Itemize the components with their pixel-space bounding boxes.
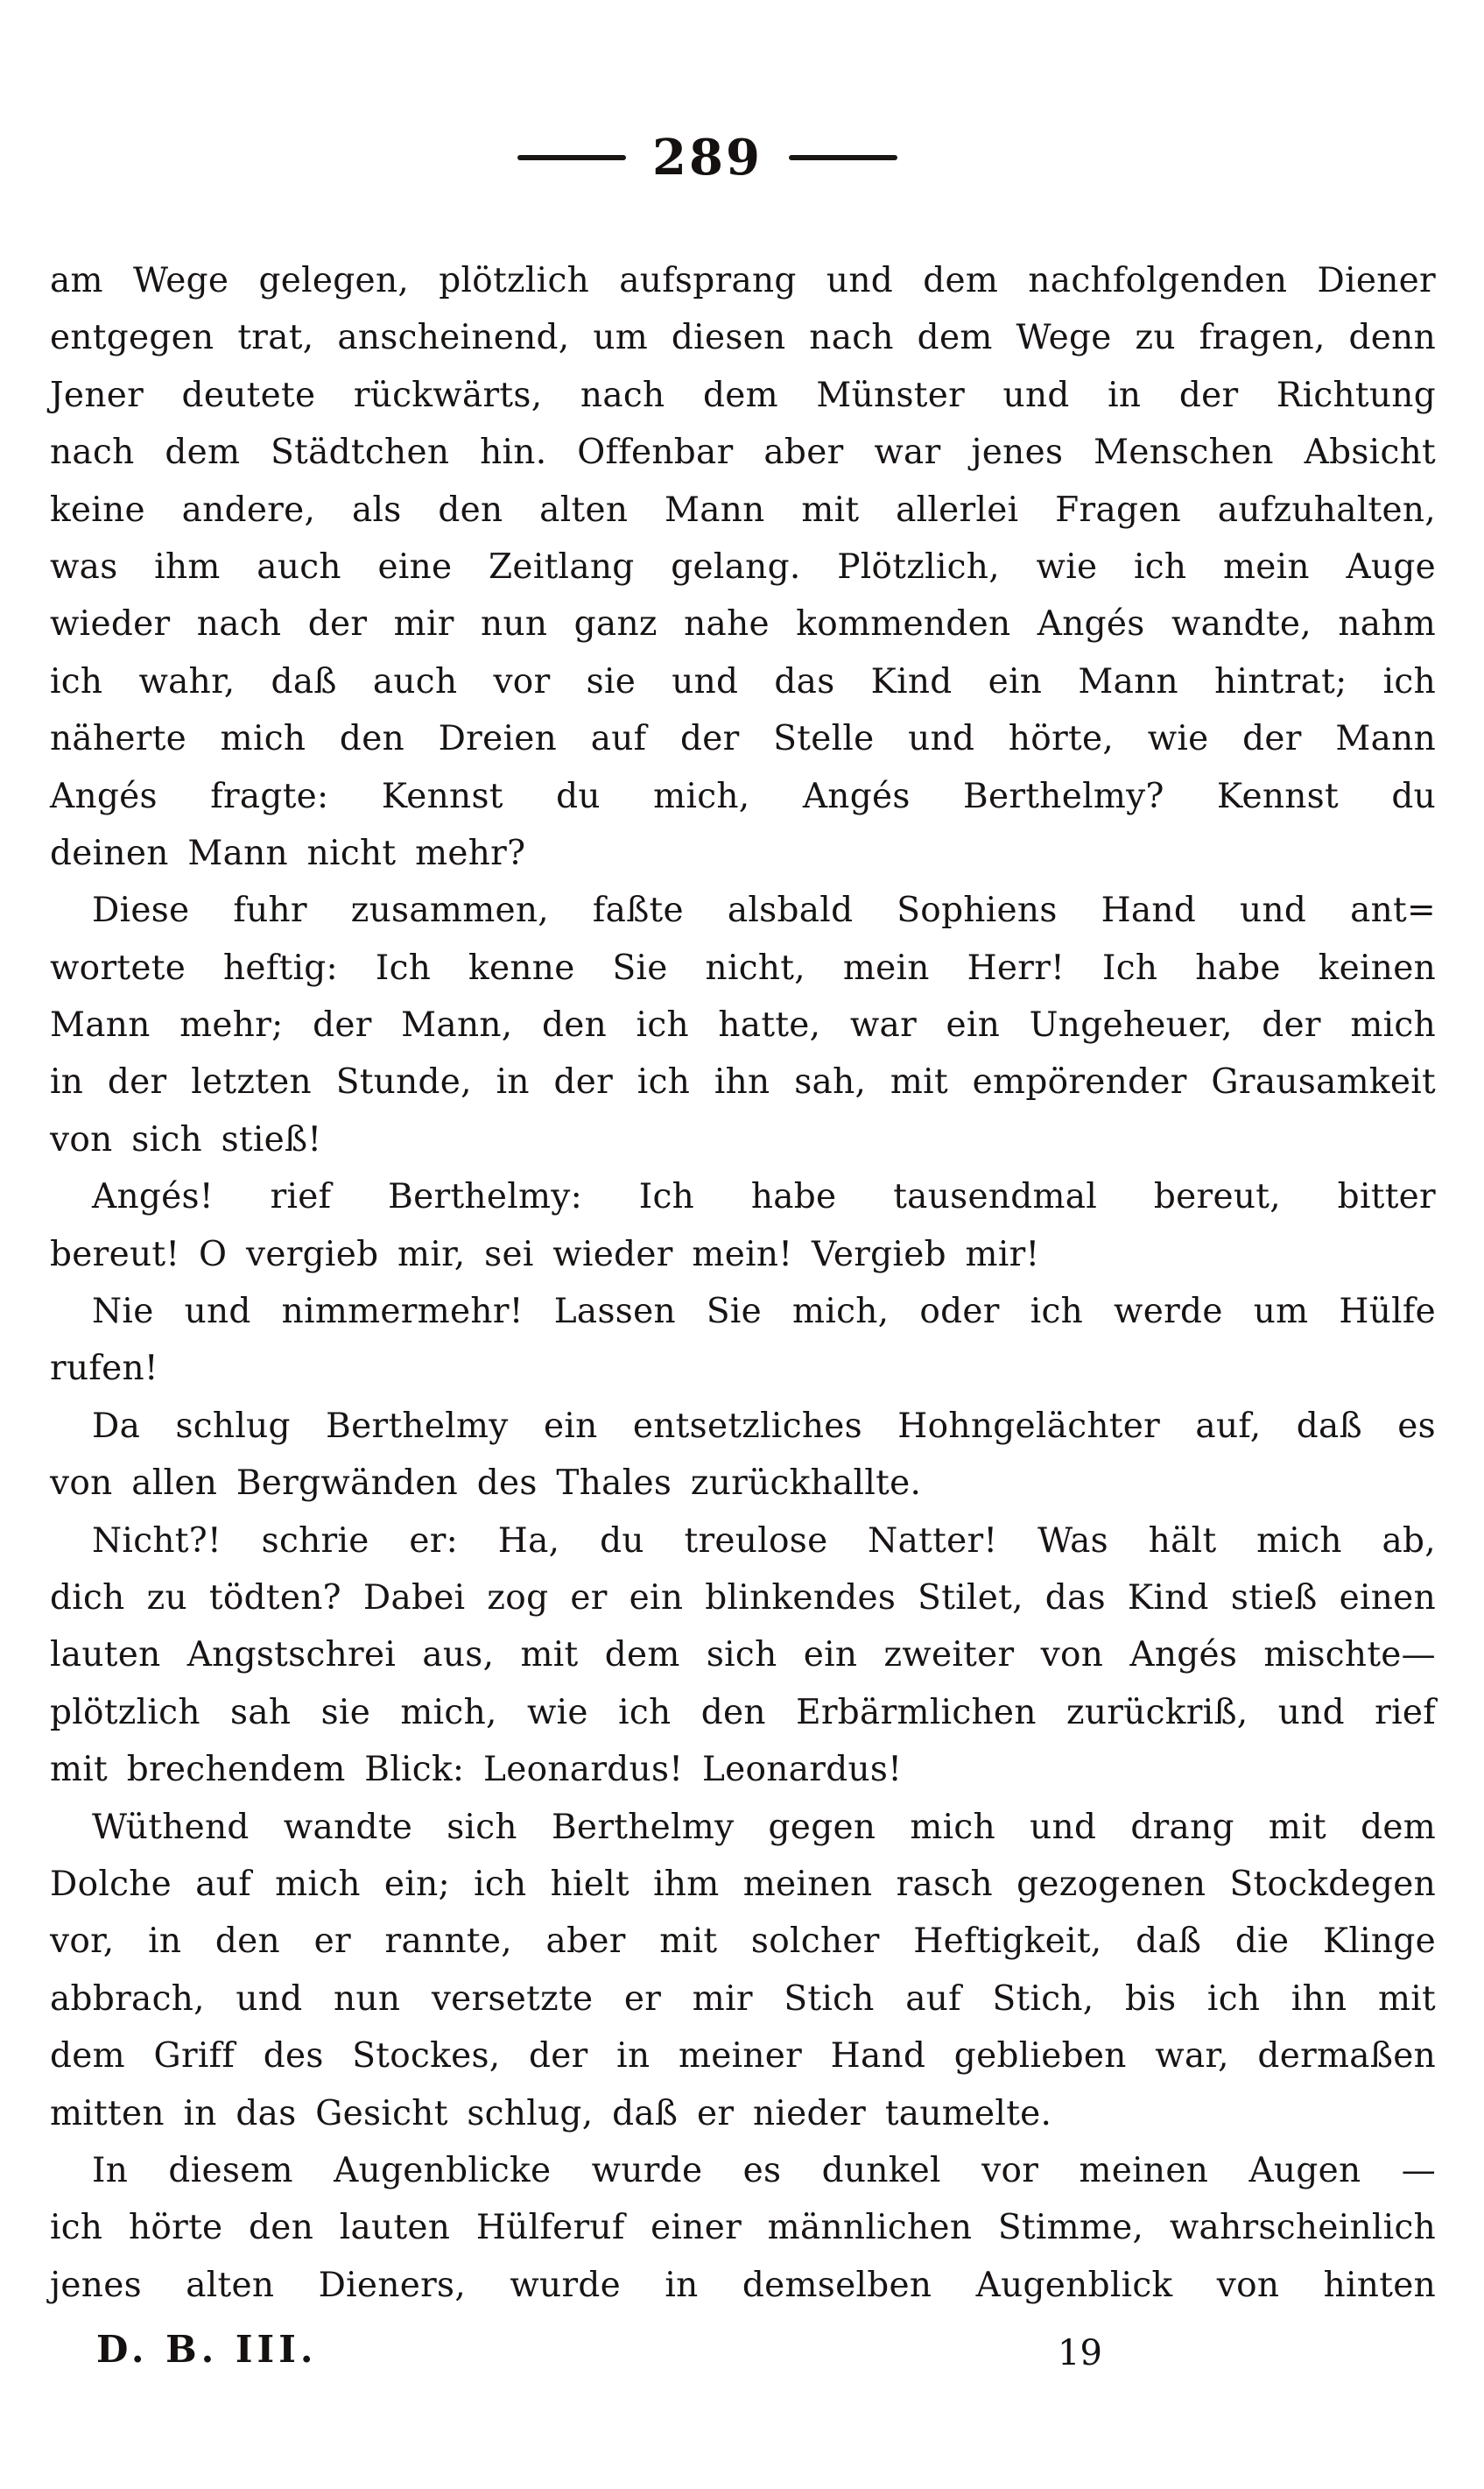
text-line: dem Griff des Stockes, der in meiner Hand geblieben war, dermaßen bbox=[50, 2036, 1436, 2077]
page-number: 289 bbox=[652, 129, 763, 187]
text-line: Wüthend wandte sich Berthelmy gegen mich und drang mit dem bbox=[92, 1807, 1436, 1847]
text-line: wortete heftig: Ich kenne Sie nicht, mein Herr! Ich habe keinen bbox=[50, 948, 1436, 988]
text-line: Angés fragte: Kennst du mich, Angés Berthelmy? Kennst du bbox=[50, 776, 1436, 816]
text-line: bereut! O vergieb mir, sei wieder mein! Vergieb mir! bbox=[50, 1234, 1040, 1274]
text-line: dich zu tödten? Dabei zog er ein blinkendes Stilet, das Kind stieß einen bbox=[50, 1577, 1436, 1618]
text-line: ich wahr, daß auch vor sie und das Kind ein Mann hintrat; ich bbox=[50, 661, 1436, 702]
text-line: Angés! rief Berthelmy: Ich habe tausendmal bereut, bitter bbox=[92, 1177, 1436, 1217]
text-line: abbrach, und nun versetzte er mir Stich auf Stich, bis ich ihn mit bbox=[50, 1978, 1436, 2019]
text-line: von allen Bergwänden des Thales zurückhallte. bbox=[50, 1463, 922, 1504]
text-line: wieder nach der mir nun ganz nahe kommenden Angés wandte, nahm bbox=[50, 604, 1436, 645]
text-line: von sich stieß! bbox=[50, 1119, 322, 1160]
text-line: Jener deutete rückwärts, nach dem Münster und in der Richtung bbox=[50, 375, 1436, 415]
header-rule-right bbox=[789, 155, 897, 160]
text-line: Dolche auf mich ein; ich hielt ihm meinen rasch gezogenen Stockdegen bbox=[50, 1864, 1436, 1904]
text-line: Nie und nimmermehr! Lassen Sie mich, oder ich werde um Hülfe bbox=[92, 1292, 1436, 1332]
text-line: Mann mehr; der Mann, den ich hatte, war ein Ungeheuer, der mich bbox=[50, 1005, 1436, 1046]
text-line: In diesem Augenblicke wurde es dunkel vor meinen Augen — bbox=[92, 2150, 1436, 2190]
text-line: rufen! bbox=[50, 1349, 158, 1389]
text-line: ich hörte den lauten Hülferuf einer männlichen Stimme, wahrscheinlich bbox=[50, 2208, 1436, 2248]
sheet-number: 19 bbox=[1058, 2333, 1102, 2373]
text-line: jenes alten Dieners, wurde in demselben Augenblick von hinten bbox=[50, 2265, 1436, 2305]
text-line: deinen Mann nicht mehr? bbox=[50, 833, 526, 873]
text-line: plötzlich sah sie mich, wie ich den Erbärmlichen zurückriß, und rief bbox=[50, 1692, 1436, 1732]
text-line: Da schlug Berthelmy ein entsetzliches Hohngelächter auf, daß es bbox=[92, 1406, 1436, 1446]
text-line: Diese fuhr zusammen, faßte alsbald Sophiens Hand und ant= bbox=[92, 891, 1436, 931]
text-line: vor, in den er rannte, aber mit solcher Heftigkeit, daß die Klinge bbox=[50, 1921, 1436, 1962]
text-line: in der letzten Stunde, in der ich ihn sah, mit empörender Grausamkeit bbox=[50, 1062, 1436, 1103]
text-line: keine andere, als den alten Mann mit allerlei Fragen aufzuhalten, bbox=[50, 490, 1436, 530]
text-line: am Wege gelegen, plötzlich aufsprang und dem nachfolgenden Diener bbox=[50, 261, 1436, 300]
body-text bbox=[50, 252, 1436, 2314]
text-line: näherte mich den Dreien auf der Stelle und hörte, wie der Mann bbox=[50, 719, 1436, 759]
volume-signature: D. B. III. bbox=[96, 2328, 318, 2371]
text-line: entgegen trat, anscheinend, um diesen nach dem Wege zu fragen, denn bbox=[50, 318, 1436, 358]
text-line: lauten Angstschrei aus, mit dem sich ein zweiter von Angés mischte— bbox=[50, 1635, 1436, 1675]
header-rule-left bbox=[517, 155, 626, 160]
text-line: mitten in das Gesicht schlug, daß er nieder taumelte. bbox=[50, 2093, 1052, 2133]
text-line: nach dem Städtchen hin. Offenbar aber war jenes Menschen Absicht bbox=[50, 433, 1436, 473]
text-line: mit brechendem Blick: Leonardus! Leonardus! bbox=[50, 1750, 903, 1790]
text-line: Nicht?! schrie er: Ha, du treulose Natter! Was hält mich ab, bbox=[92, 1520, 1436, 1561]
text-line: was ihm auch eine Zeitlang gelang. Plötzlich, wie ich mein Auge bbox=[50, 546, 1436, 587]
page-header bbox=[0, 129, 1415, 187]
